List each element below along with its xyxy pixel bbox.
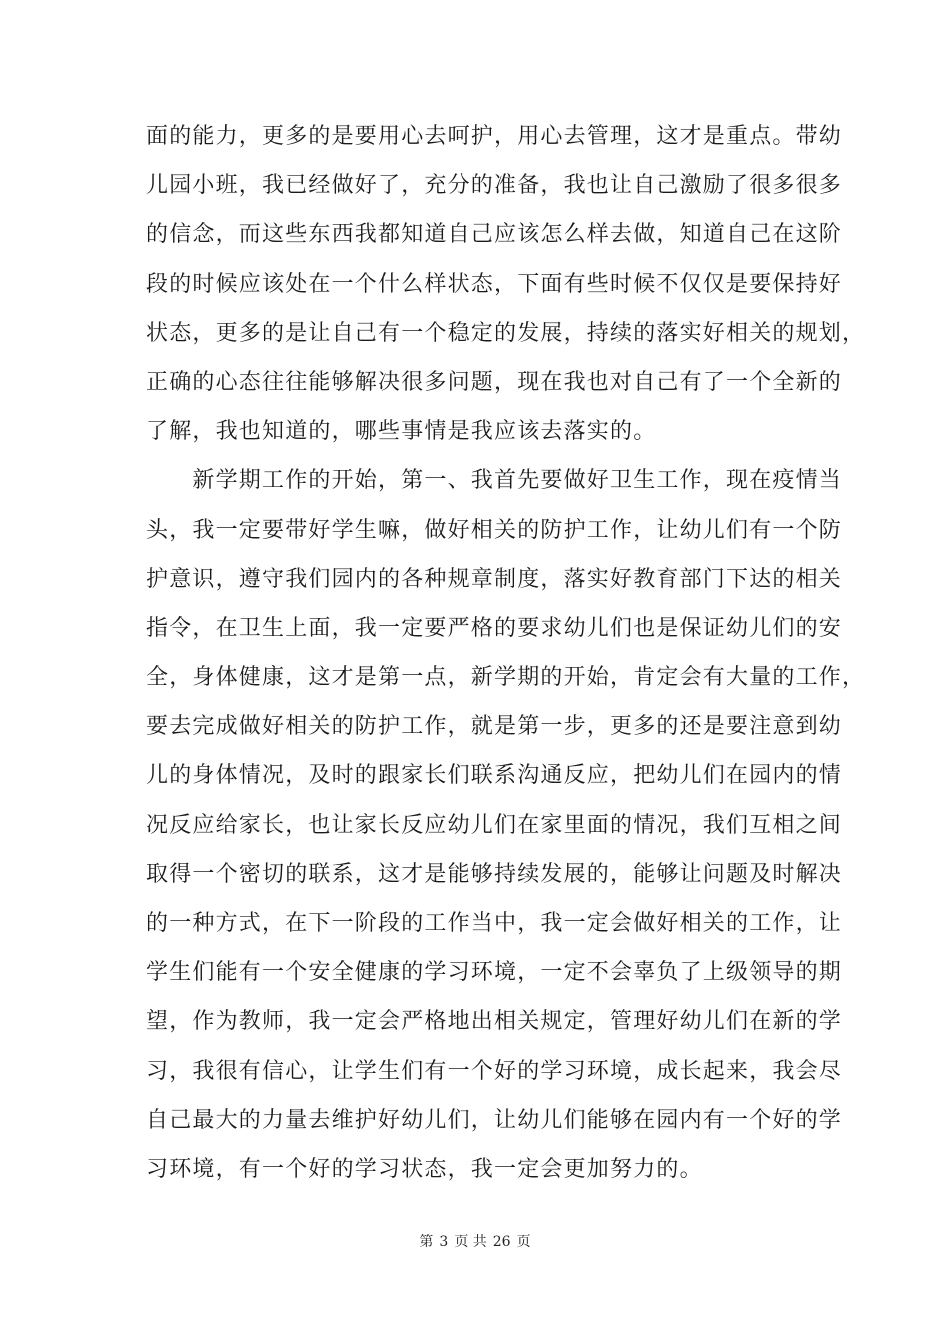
text-line: 了解，我也知道的，哪些事情是我应该去落实的。 [146,419,657,445]
text-line: 取得一个密切的联系，这才是能够持续发展的，能够让问题及时解决 [146,861,843,887]
text-line: 护意识，遵守我们园内的各种规章制度，落实好教育部门下达的相关 [146,566,843,592]
text-line: 况反应给家长，也让家长反应幼儿们在家里面的情况，我们互相之间 [146,812,843,838]
body-text [146,112,866,1194]
footer-prefix: 第 [419,1234,434,1250]
text-line: 指令，在卫生上面，我一定要严格的要求幼儿们也是保证幼儿们的安 [146,615,843,641]
text-line: 头，我一定要带好学生嘛，做好相关的防护工作，让幼儿们有一个防 [146,517,843,543]
footer-middle: 页 共 [454,1234,487,1250]
page-number: 3 [439,1234,449,1250]
text-line: 段的时候应该处在一个什么样状态，下面有些时候不仅仅是要保持好 [146,271,843,297]
text-line: 习环境，有一个好的学习状态，我一定会更加努力的。 [146,1156,703,1182]
text-line: 学生们能有一个安全健康的学习环境，一定不会辜负了上级领导的期 [146,960,843,986]
text-line: 新学期工作的开始，第一、我首先要做好卫生工作，现在疫情当 [146,468,843,494]
page-footer [0,1232,950,1252]
text-line: 自己最大的力量去维护好幼儿们，让幼儿们能够在园内有一个好的学 [146,1107,843,1133]
footer-suffix: 页 [516,1234,531,1250]
text-line: 习，我很有信心，让学生们有一个好的学习环境，成长起来，我会尽 [146,1058,843,1084]
text-line: 望，作为教师，我一定会严格地出相关规定，管理好幼儿们在新的学 [146,1009,843,1035]
text-line: 全，身体健康，这才是第一点，新学期的开始，肯定会有大量的工作， [146,665,866,691]
text-line: 要去完成做好相关的防护工作，就是第一步，更多的还是要注意到幼 [146,714,843,740]
text-line: 面的能力，更多的是要用心去呵护，用心去管理，这才是重点。带幼 [146,124,843,149]
text-line: 儿的身体情况，及时的跟家长们联系沟通反应，把幼儿们在园内的情 [146,763,843,789]
text-line: 的一种方式，在下一阶段的工作当中，我一定会做好相关的工作，让 [146,911,843,936]
text-line: 状态，更多的是让自己有一个稳定的发展，持续的落实好相关的规划， [146,320,866,346]
text-line: 儿园小班，我已经做好了，充分的准备，我也让自己激励了很多很多 [146,173,843,199]
total-pages: 26 [492,1234,511,1250]
text-line: 正确的心态往往能够解决很多问题，现在我也对自己有了一个全新的 [146,369,843,395]
text-line: 的信念，而这些东西我都知道自己应该怎么样去做，知道自己在这阶 [146,222,843,248]
